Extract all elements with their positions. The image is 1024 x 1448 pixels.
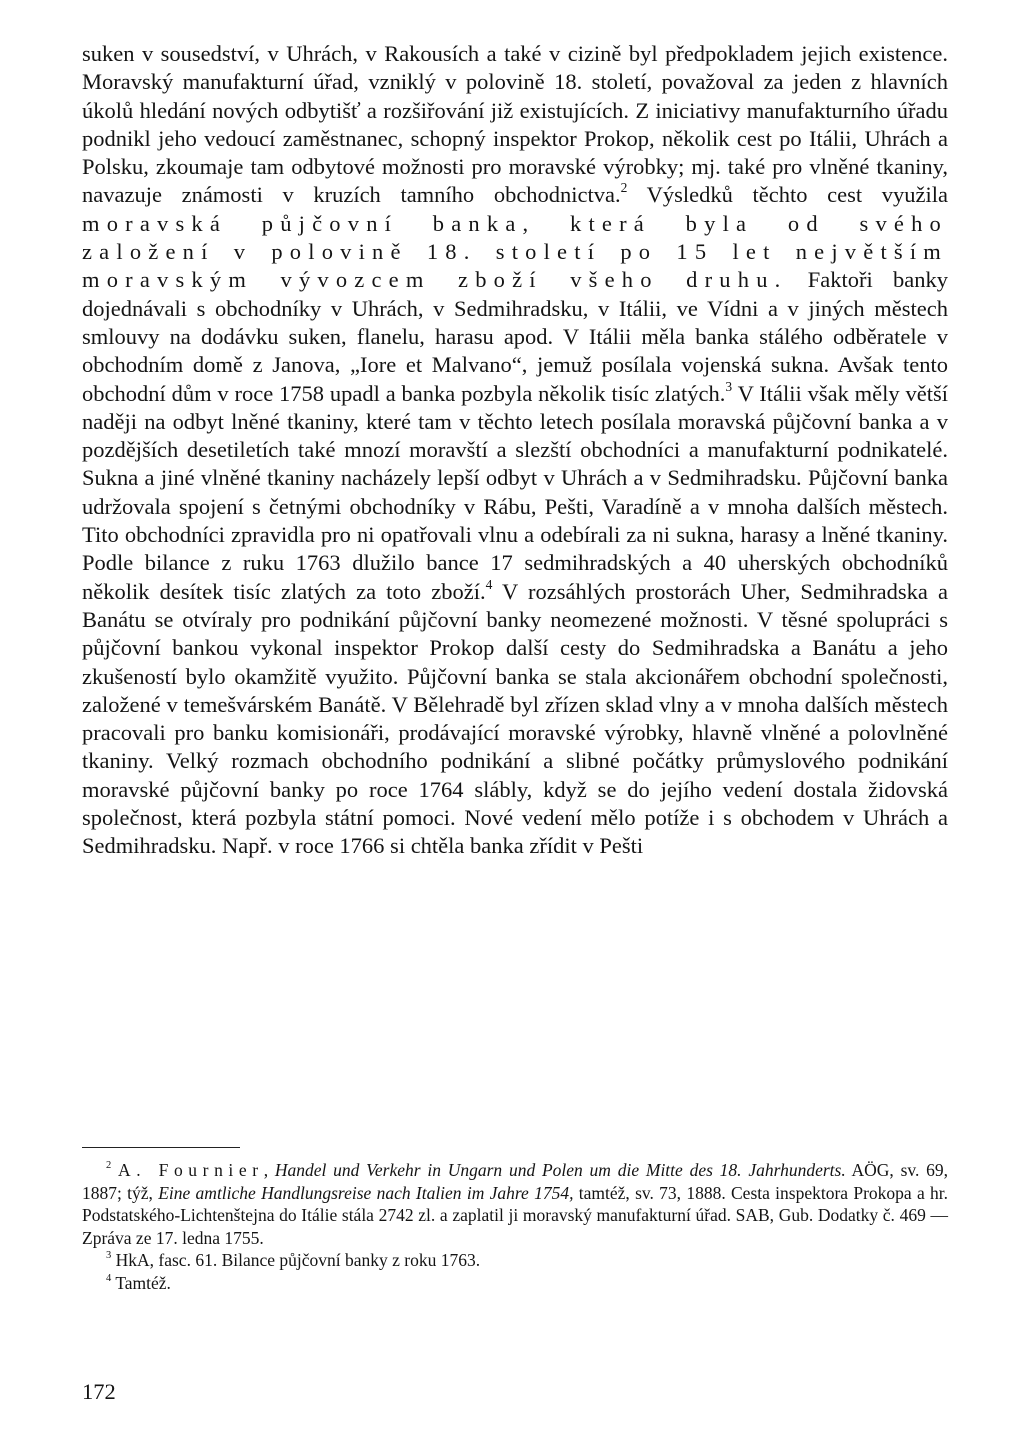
footnotes — [82, 1159, 948, 1295]
footnote-text: Tamtéž. — [115, 1272, 171, 1293]
text-segment: V Itálii však měly větší naději na odbyt lněné tkaniny, které tam v těchto letech posílala moravská půjčovní banka a v pozdějších desetiletích také mnozí moravští a slezští obchodníci a manufakturní podnikatelé. Sukna a jiné vlněné tkaniny nacházely lepší odbyt v Uhrách a v Sedmihradsku. Půjčovní banka udržovala spojení s četnými obchodníky v Rábu, Pešti, Varadíně a v mnoha dalších městech. Tito obchodníci zpravidla pro ni opatřovali vlnu a odebírali za ni sukna, harasy a lněné tkaniny. Podle bilance z ruku 1763 dlužilo bance 17 sedmihradských a 40 uherských obchodníků několik desítek tisíc zlatých za toto zboží. — [82, 380, 948, 604]
text-segment: V rozsáhlých prostorách Uher, Sedmihradska a Banátu se otvíraly pro podnikání půjčovní banky neomezené možnosti. V těsné spolupráci s půjčovní bankou vykonal inspektor Prokop další cesty do Sedmihradska a Banátu a jeho zkušeností bylo okamžitě využito. Půjčovní banka se stala akcionářem obchodní společnosti, založené v temešvárském Banátě. V Bělehradě byl zřízen sklad vlny a v mnoha dalších městech pracovali pro banku komisionáři, prodávající moravské výrobky, hlavně vlněné a polovlněné tkaniny. Velký rozmach obchodního podnikání a slibné počátky průmyslového podnikání moravské půjčovní banky po roce 1764 slábly, když se do jejího vedení dostala židovská společnost, která pozbyla státní pomoci. Nové vedení mělo potíže i s obchodem v Uhrách a Sedmihradsku. Např. v roce 1766 si chtěla banka zřídit v Pešti — [82, 578, 948, 859]
footnote-text: , — [263, 1160, 275, 1180]
footnote-text: AÖG, sv. 69, 1887; týž, — [82, 1160, 949, 1203]
text-segment: Výsledků těchto cest využila — [627, 182, 948, 208]
footnote-title: Handel und Verkehr in Ungarn und Polen um die Mitte des 18. Jahrhunderts. — [274, 1160, 846, 1180]
footnote-ref-2[interactable]: 2 — [620, 180, 628, 196]
footnote-text: HkA, fasc. 61. Bilance půjčovní banky z roku 1763. — [115, 1250, 481, 1271]
main-text — [82, 40, 948, 861]
page-number: 172 — [82, 1379, 116, 1404]
spaced-emphasis: moravská půjčovní banka, která byla od svého založení v polovině 18. století po 15 let největším moravským vývozcem zboží všeho druhu. — [82, 210, 948, 293]
footnote-4 — [82, 1272, 948, 1295]
footnote-3 — [82, 1249, 948, 1272]
footnote-title: Eine amtliche Handlungsreise nach Italien im Jahre 1754, — [158, 1182, 574, 1203]
footnote-number: 4 — [106, 1273, 112, 1285]
footnote-author: A. Fournier — [118, 1160, 264, 1180]
footnote-ref-3[interactable]: 3 — [725, 378, 733, 394]
text-segment: Faktoři banky dojednávali s obchodníky v Uhrách, v Sedmihradsku, v Itálii, ve Vídni a v jiných městech smlouvy na dodávku suken, flanelu, harasu apod. V Itálii měla banka stálého odběratele v obchodním domě z Janova, „Iore et Malvano“, jemuž posílala vojenská sukna. Avšak tento obchodní dům v roce 1758 upadl a banka pozbyla několik tisíc zlatých. — [82, 267, 949, 406]
footnote-2 — [82, 1159, 948, 1249]
footnote-ref-4[interactable]: 4 — [485, 576, 493, 592]
footnote-divider — [82, 1147, 240, 1148]
footnote-number: 2 — [106, 1160, 112, 1172]
footnote-number: 3 — [106, 1250, 112, 1262]
text-segment: suken v sousedství, v Uhrách, v Rakousích a také v cizině byl předpokladem jejich existence. Moravský manufakturní úřad, vzniklý v polovině 18. století, považoval za jeden z hlavních úkolů hledání nových odbytišť a rozšiřování již existujících. Z iniciativy manufakturního úřadu podnikl jeho vedoucí zaměstnanec, schopný inspektor Prokop, několik cest po Itálii, Uhrách a Polsku, zkoumaje tam odbytové možnosti pro moravské výrobky; mj. také pro vlněné tkaniny, navazuje známosti v kruzích tamního obchodnictva. — [82, 41, 948, 208]
footnote-text: tamtéž, sv. 73, 1888. Cesta inspektora Prokopa a hr. Podstatského-Lichtenštejna do Itálie stála 2742 zl. a zaplatil ji moravský manufakturní úřad. SAB, Gub. Dodatky č. 469 — Zpráva ze 17. ledna 1755. — [82, 1182, 949, 1248]
